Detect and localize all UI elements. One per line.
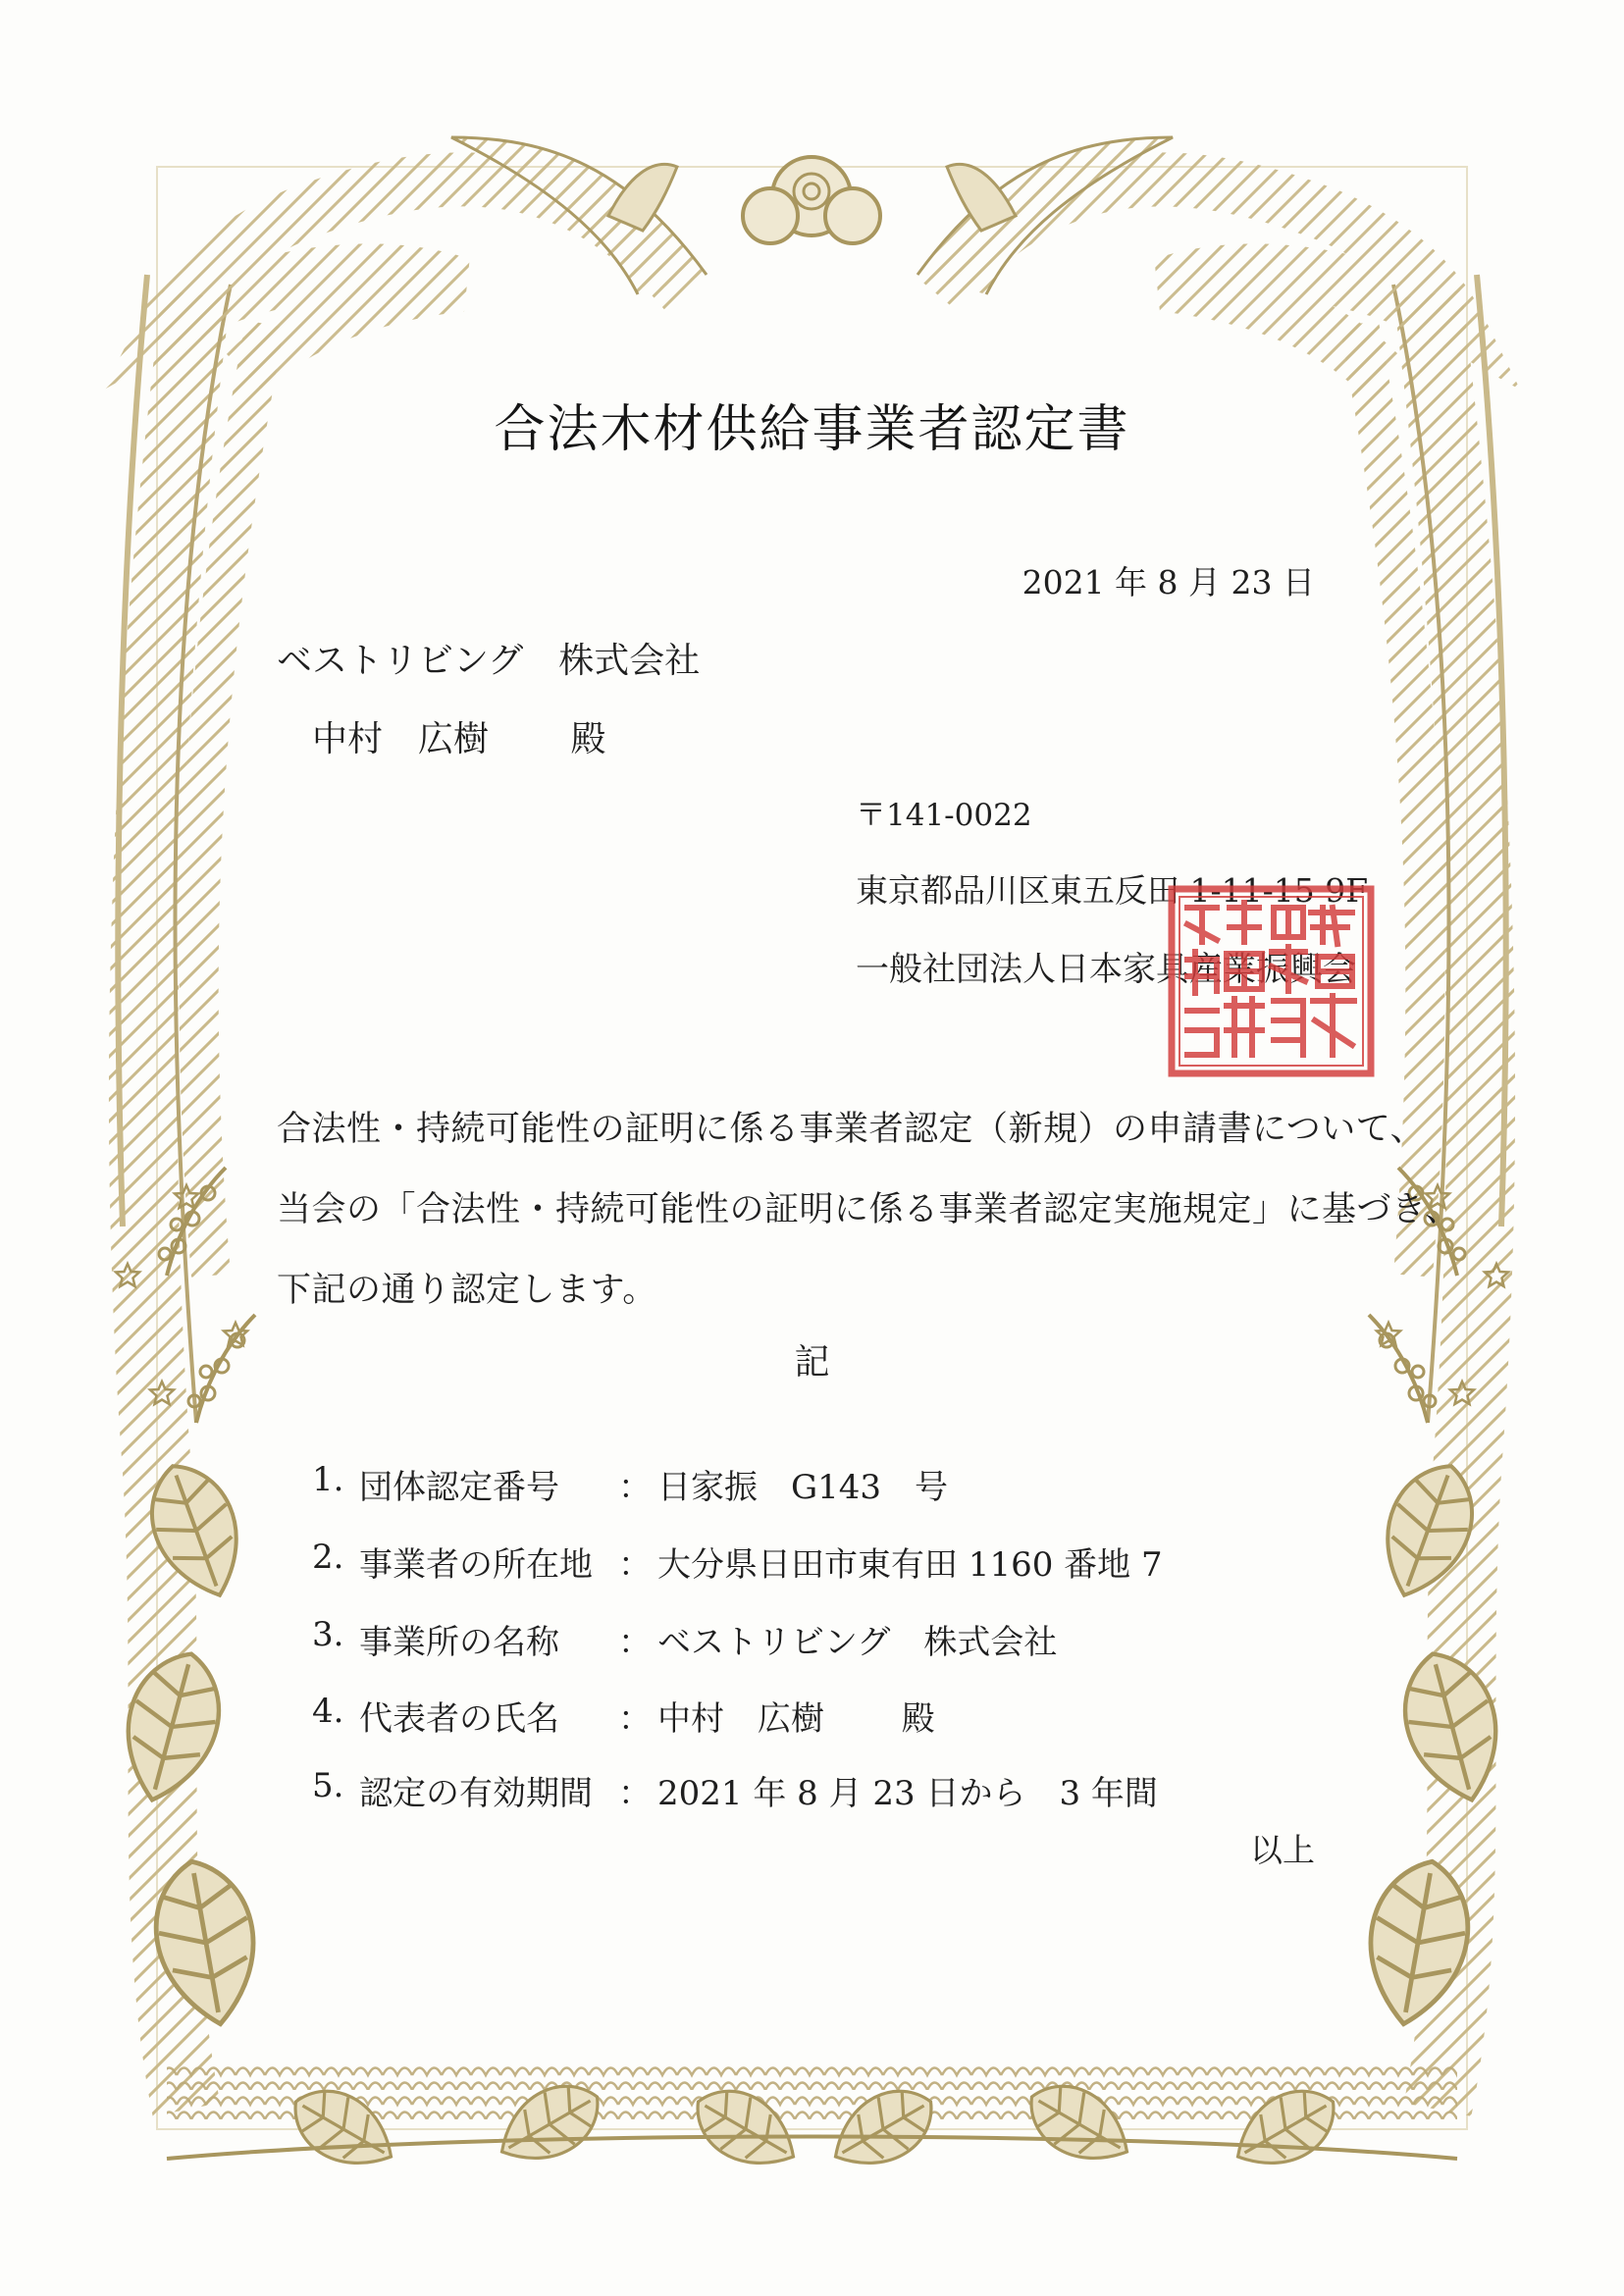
ki-heading: 記 [794,1342,830,1383]
item-colon: ： [618,1623,652,1662]
item-value: 2021 年 8 月 23 日から 3 年間 [657,1774,1158,1813]
item-value: 大分県日田市東有田 1160 番地 7 [657,1545,1163,1585]
body-text-line-3: 下記の通り認定します。 [277,1271,657,1310]
item-number: 3. [312,1615,344,1654]
item-label: 代表者の氏名 [359,1699,559,1739]
phoenix-right [917,137,1457,373]
item-value: 日家振 G143 号 [657,1468,949,1507]
item-label: 認定の有効期間 [359,1774,593,1813]
issuer-name: 一般社団法人日本家具産業振興会 [856,950,1356,989]
issuer-postal-code: 〒141-0022 [856,798,1032,833]
item-value: ベストリビング 株式会社 [657,1623,1058,1662]
recipient-person: 中村 広樹 殿 [312,719,606,759]
item-label: 団体認定番号 [359,1468,559,1507]
item-number: 1. [312,1460,344,1499]
item-value: 中村 広樹 殿 [657,1699,935,1739]
item-number: 4. [312,1692,344,1731]
certificate-title: 合法木材供給事業者認定書 [494,400,1130,459]
body-text-line-2: 当会の「合法性・持続可能性の証明に係る事業者認定実施規定」に基づき、 [277,1190,1460,1229]
closing-ijou: 以上 [1250,1831,1315,1869]
phoenix-left [167,137,707,373]
item-number: 5. [312,1766,344,1805]
body-text-line-1: 合法性・持続可能性の証明に係る事業者認定（新規）の申請書について、 [277,1110,1426,1149]
cloud-motif [743,157,880,243]
issuer-address: 東京都品川区東五反田 1-11-15 9F [856,871,1369,910]
item-label: 事業所の名称 [359,1623,559,1662]
item-label: 事業者の所在地 [359,1545,593,1585]
issue-date: 2021 年 8 月 23 日 [1022,563,1315,601]
item-number: 2. [312,1538,344,1577]
item-colon: ： [618,1468,652,1507]
item-colon: ： [618,1774,652,1813]
recipient-company: ベストリビング 株式会社 [277,641,701,681]
item-colon: ： [618,1545,652,1585]
official-seal-stamp [1166,883,1377,1079]
item-colon: ： [618,1699,652,1739]
